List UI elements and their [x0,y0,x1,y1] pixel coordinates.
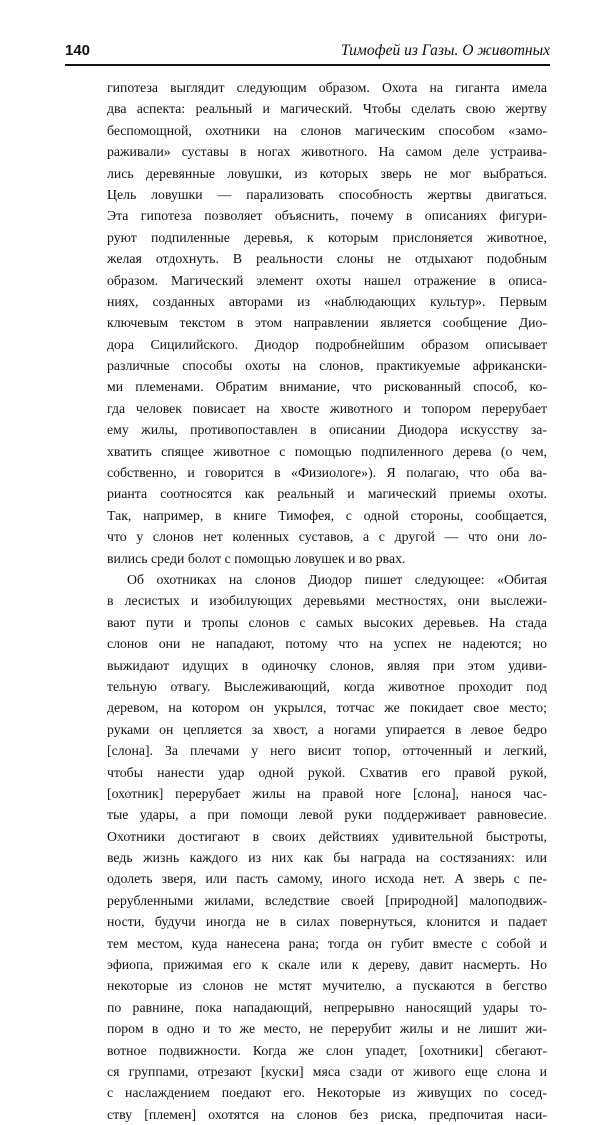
text-line: ниях, созданных авторами из «наблюдающих культур». Первым [107,293,547,309]
body-text [107,77,547,1125]
text-line: два аспекта: реальный и магический. Чтобы сделать свою жертву [107,101,547,117]
text-line: в лесистых и изобилующих деревьями местностях, они выслежи- [107,593,547,609]
text-line: эфиопа, прижимая его к скале или к дереву, давит насмерть. Но [107,957,547,973]
text-line: ству [племен] охотятся на слонов без риска, предпочитая наси- [107,1106,547,1122]
text-line: раживали» суставы в ногах животного. На самом деле устраива- [107,144,547,160]
text-line: беспомощной, охотники на слонов магическим способом «замо- [107,122,547,138]
text-line: тельную отвагу. Выслеживающий, когда животное проходит под [107,678,547,694]
text-line: вотное подвижности. Когда же слон упадет, [охотники] сбегают- [107,1042,547,1058]
text-line: Эта гипотеза позволяет объяснить, почему в описаниях фигури- [107,208,547,224]
text-line: ся группами, отрезают [куски] мяса сзади от живого еще слона и [107,1063,547,1079]
text-line: одолеть зверя, или пасть самому, иного исхода нет. А зверь с пе- [107,871,547,887]
text-line: по равнине, пока нападающий, непрерывно наносящий удары то- [107,999,547,1015]
text-line: гипотеза выглядит следующим образом. Охота на гиганта имела [107,80,547,95]
page-number: 140 [65,42,91,59]
text-line: собственно, и говорится в «Физиологе»). Я полагаю, что оба ва- [107,465,547,481]
text-line: вают пути и тропы слонов с самых высоких деревьев. На стада [107,614,547,630]
text-line: пором в одно и то же место, не перерубит жилы и не лишит жи- [107,1021,547,1037]
text-line: Охотники достигают в своих действиях удивительной быстроты, [107,828,547,844]
text-line: [охотник] перерубает жилы на правой ноге [слона], нанося час- [107,785,547,801]
text-line: вились среди болот с помощью ловушек и во рвах. [107,550,406,566]
text-line: чтобы нанести удар одной рукой. Схватив его правой рукой, [107,764,547,780]
text-line: руют подпиленные деревья, к которым прислоняется животное, [107,229,547,245]
text-line: Так, например, в книге Тимофея, с одной стороны, сообщается, [107,507,547,523]
text-line: дора Сицилийского. Диодор подробнейшим образом описывает [107,336,547,352]
text-line: ключевым текстом в этом направлении является сообщение Дио- [107,315,547,331]
text-line: ведь жизнь каждого из них как бы награда на состязаниях: или [107,850,547,866]
text-line: с наслаждением поедают его. Некоторые из живущих по сосед- [107,1085,547,1101]
text-line: лись деревянные ловушки, из которых зверь не мог выбраться. [107,165,547,181]
text-line: гда человек повисает на хвосте животного и топором перерубает [107,400,547,416]
text-line: различные способы охоты на слонов, практикуемые африкански- [107,358,547,374]
text-line: ми племенами. Обратим внимание, что рискованный способ, ко- [107,379,547,395]
text-line: руками он цепляется за хвост, а ногами упирается в левое бедро [107,721,547,737]
text-line: Цель ловушки — парализовать способность жертвы двигаться. [107,186,547,202]
text-line: образом. Магический элемент охоты нашел отражение в описа- [107,272,547,288]
text-line: [слона]. За плечами у него висит топор, отточенный и легкий, [107,743,547,759]
text-line: выжидают идущих в одиночку слонов, являя при этом удиви- [107,657,547,673]
text-line: рерубленными жилами, вследствие своей [природной] малоподвиж- [107,892,547,908]
text-line: ему жилы, противопоставлен в описании Диодора искусству за- [107,422,547,438]
text-line: некоторые из слонов не мстят мучителю, а пускаются в бегство [107,978,547,994]
text-line: слонов они не нападают, потому что на успех не надеются; но [107,636,547,652]
text-line: тем местом, куда нанесена рана; тогда он губит вместе с собой и [107,935,547,951]
text-line: тые удары, а при помощи левой руки поддерживает равновесие. [107,807,547,823]
text-line: Об охотниках на слонов Диодор пишет следующее: «Обитая [127,571,547,587]
text-line: хватить спящее животное с помощью подпиленного дерева (о чем, [107,443,547,459]
text-line: рианта соотносятся как реальный и магический приемы охоты. [107,486,547,502]
text-line: что у слонов нет коленных суставов, а с другой — что они ло- [107,529,547,545]
text-line: ности, будучи иногда не в силах повернуться, клонится и падает [107,914,547,930]
text-line: желая отдохнуть. В реальности слоны не отдыхают подобным [107,251,547,267]
running-title: Тимофей из Газы. О животных [340,42,550,59]
text-line: деревом, на котором он укрылся, тотчас же покидает свое место; [107,700,547,716]
running-header [65,42,550,66]
